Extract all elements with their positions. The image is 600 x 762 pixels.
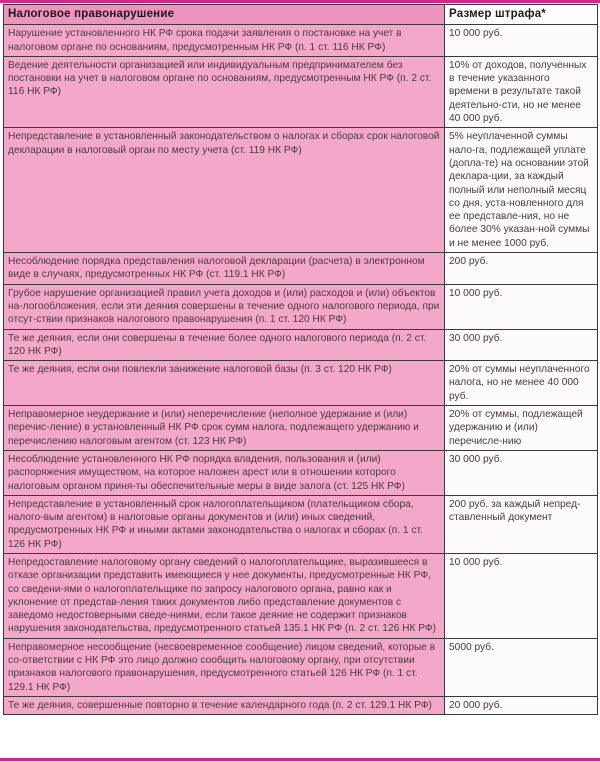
fine-cell: 20% от суммы неуплаченного налога, но не менее 40 000 руб. (445, 361, 598, 406)
fine-cell: 30 000 руб. (445, 329, 598, 361)
fine-cell: 5% неуплаченной суммы нало-га, подлежащей уплате (допла-те) на основании этой деклара-ции, за каждый полный или неполный месяц со дня, уста-новленного для ее представле-ния, но не более 30% указан-ной суммы и не менее 1000 руб. (445, 128, 598, 253)
violation-cell: Грубое нарушение организацией правил учета доходов и (или) расходов и (или) объектов на-логообложения, если эти деяния совершены в течение одного налогового периода, при отсут-ствии признаков налогового правонарушения (п. 1 ст. 120 НК РФ) (4, 284, 445, 329)
table-body (4, 25, 598, 715)
fine-cell: 5000 руб. (445, 638, 598, 696)
fine-cell: 10 000 руб. (445, 25, 598, 57)
tax-fines-table (3, 4, 598, 715)
violation-cell: Несоблюдение порядка представления налоговой декларации (расчета) в электронном виде в случаях, предусмотренных НК РФ (ст. 119.1 НК РФ) (4, 253, 445, 285)
violation-cell: Несоблюдение установленного НК РФ порядка владения, пользования и (или) распоряжения имуществом, на которое наложен арест или в отношении которого налоговым органом приня-ты обеспечительные меры в виде залога (ст. 125 НК РФ) (4, 450, 445, 495)
header-fine: Размер штрафа* (445, 5, 598, 25)
violation-cell: Непредоставление налоговому органу сведений о налогоплательщике, выразившееся в отказе организации представить имеющиеся у нее документы, предусмотренные НК РФ, со сведени-ями о налогоплательщике по запросу налогового органа, равно как и уклонение от представ-ления таких документов либо представление документов с заведомо недостоверными сведе-ниями, если такое деяние не содержит признаков нарушения законодательства, предусмотренного статьей 135.1 НК РФ (п. 2 ст. 126 НК РФ) (4, 553, 445, 638)
header-violation: Налоговое правонарушение (4, 5, 445, 25)
fine-cell: 30 000 руб. (445, 450, 598, 495)
fine-cell: 200 руб. за каждый непред-ставленный документ (445, 495, 598, 553)
fine-cell: 10% от доходов, полученных в течение указанного времени в результате такой деятельно-сти, но не менее 40 000 руб. (445, 56, 598, 127)
fine-cell: 10 000 руб. (445, 284, 598, 329)
violation-cell: Непредставление в установленный законодательством о налогах и сборах срок налоговой декларации в налоговый орган по месту учета (ст. 119 НК РФ) (4, 128, 445, 253)
table-row (4, 495, 598, 553)
violation-cell: Те же деяния, если они повлекли занижение налоговой базы (п. 3 ст. 120 НК РФ) (4, 361, 445, 406)
violation-cell: Непредставление в установленный срок налогоплательщиком (плательщиком сбора, налого-вым агентом) в налоговые органы документов и (или) иных сведений, предусмотренных НК РФ и иными актами законодательства о налогах и сборах (п. 1 ст. 126 НК РФ) (4, 495, 445, 553)
table-row (4, 329, 598, 361)
table-row (4, 553, 598, 638)
table-row (4, 56, 598, 127)
bottom-accent-rule (0, 758, 600, 761)
table-row (4, 284, 598, 329)
table-row (4, 253, 598, 285)
table-row (4, 450, 598, 495)
violation-cell: Те же деяния, совершенные повторно в течение календарного года (п. 2 ст. 129.1 НК РФ) (4, 696, 445, 714)
fine-cell: 20 000 руб. (445, 696, 598, 714)
top-accent-rule (0, 0, 600, 3)
table-header-row (4, 5, 598, 25)
table-row (4, 128, 598, 253)
fine-cell: 20% от суммы, подлежащей удержанию и (или) перечисле-нию (445, 406, 598, 451)
table-row (4, 406, 598, 451)
violation-cell: Ведение деятельности организацией или индивидуальным предпринимателем без постановки на учет в налоговом органе по основаниям, предусмотренным НК РФ (п. 2 ст. 116 НК РФ) (4, 56, 445, 127)
fine-cell: 200 руб. (445, 253, 598, 285)
table-row (4, 638, 598, 696)
table-row (4, 696, 598, 714)
table-row (4, 361, 598, 406)
violation-cell: Те же деяния, если они совершены в течение более одного налогового периода (п. 2 ст. 120 НК РФ) (4, 329, 445, 361)
table-row (4, 25, 598, 57)
violation-cell: Неправомерное неудержание и (или) неперечисление (неполное удержание и (или) перечис-ление) в установленный НК РФ срок сумм налога, подлежащего удержанию и перечислению налоговым агентом (ст. 123 НК РФ) (4, 406, 445, 451)
violation-cell: Нарушение установленного НК РФ срока подачи заявления о постановке на учет в налоговом органе по основаниям, предусмотренным НК РФ (п. 1 ст. 116 НК РФ) (4, 25, 445, 57)
violation-cell: Неправомерное несообщение (несвоевременное сообщение) лицом сведений, которые в со-ответствии с НК РФ это лицо должно сообщить налоговому органу, при отсутствии признаков налогового правонарушения, предусмотренного статьей 126 НК РФ (п. 1 ст. 129.1 НК РФ) (4, 638, 445, 696)
fine-cell: 10 000 руб. (445, 553, 598, 638)
